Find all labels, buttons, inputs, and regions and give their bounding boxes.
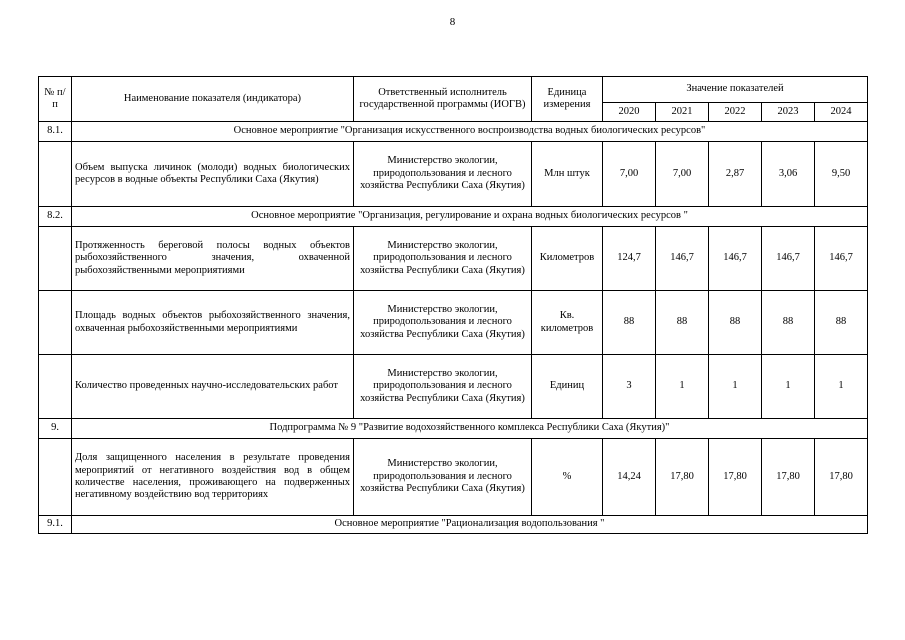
value-2023: 17,80 (762, 439, 815, 516)
value-2024: 1 (815, 355, 868, 419)
executor: Министерство экологии, природопользования и лесного хозяйства Республики Саха (Якутия) (354, 291, 532, 355)
table-row (39, 355, 868, 419)
header-year: 2020 (603, 103, 656, 122)
unit: Километров (532, 227, 603, 291)
value-2023: 146,7 (762, 227, 815, 291)
value-2023: 1 (762, 355, 815, 419)
indicators-table (38, 76, 868, 534)
indicator-name: Объем выпуска личинок (молоди) водных биологических ресурсов в водные объекты Республики Саха (Якутия) (72, 142, 354, 207)
row-number: 8.2. (39, 207, 72, 227)
value-2021: 88 (656, 291, 709, 355)
value-2024: 17,80 (815, 439, 868, 516)
unit: Единиц (532, 355, 603, 419)
value-2020: 88 (603, 291, 656, 355)
section-row (39, 122, 868, 142)
header-unit: Единица измерения (532, 77, 603, 122)
value-2022: 2,87 (709, 142, 762, 207)
section-title: Основное мероприятие "Организация, регулирование и охрана водных биологических ресурсов " (72, 207, 868, 227)
row-number: 8.1. (39, 122, 72, 142)
value-2022: 88 (709, 291, 762, 355)
value-2020: 124,7 (603, 227, 656, 291)
value-2020: 3 (603, 355, 656, 419)
indicator-name: Количество проведенных научно-исследовательских работ (72, 355, 354, 419)
executor: Министерство экологии, природопользования и лесного хозяйства Республики Саха (Якутия) (354, 142, 532, 207)
indicator-name: Площадь водных объектов рыбохозяйственного значения, охваченная рыбохозяйственными мероприятиями (72, 291, 354, 355)
header-year: 2024 (815, 103, 868, 122)
value-2021: 146,7 (656, 227, 709, 291)
unit: Кв. километров (532, 291, 603, 355)
unit: Млн штук (532, 142, 603, 207)
row-number (39, 439, 72, 516)
table-row (39, 142, 868, 207)
row-number (39, 227, 72, 291)
value-2022: 1 (709, 355, 762, 419)
section-title: Основное мероприятие "Рационализация водопользования " (72, 516, 868, 534)
row-number: 9.1. (39, 516, 72, 534)
table-row (39, 439, 868, 516)
value-2020: 7,00 (603, 142, 656, 207)
row-number: 9. (39, 419, 72, 439)
executor: Министерство экологии, природопользования и лесного хозяйства Республики Саха (Якутия) (354, 439, 532, 516)
header-year: 2022 (709, 103, 762, 122)
value-2022: 146,7 (709, 227, 762, 291)
section-row (39, 419, 868, 439)
value-2022: 17,80 (709, 439, 762, 516)
table-row (39, 291, 868, 355)
header-name: Наименование показателя (индикатора) (72, 77, 354, 122)
unit: % (532, 439, 603, 516)
header-values: Значение показателей (603, 77, 868, 103)
section-row (39, 207, 868, 227)
value-2021: 1 (656, 355, 709, 419)
header-year: 2023 (762, 103, 815, 122)
page-number: 8 (449, 16, 456, 28)
table-row (39, 227, 868, 291)
row-number (39, 355, 72, 419)
subprogram-title: Подпрограмма № 9 "Развитие водохозяйственного комплекса Республики Саха (Якутия)" (72, 419, 868, 439)
value-2024: 88 (815, 291, 868, 355)
value-2020: 14,24 (603, 439, 656, 516)
value-2021: 17,80 (656, 439, 709, 516)
value-2023: 3,06 (762, 142, 815, 207)
section-row (39, 516, 868, 534)
indicator-name: Протяженность береговой полосы водных объектов рыбохозяйственного значения, охваченной рыбохозяйственными мероприятиями (72, 227, 354, 291)
header-num: № п/п (39, 77, 72, 122)
executor: Министерство экологии, природопользования и лесного хозяйства Республики Саха (Якутия) (354, 355, 532, 419)
value-2023: 88 (762, 291, 815, 355)
indicator-name: Доля защищенного населения в результате проведения мероприятий от негативного воздействия вод в общем количестве населения, проживающего на подверженных негативному воздействию вод территориях (72, 439, 354, 516)
header-executor: Ответственный исполнитель государственной программы (ИОГВ) (354, 77, 532, 122)
section-title: Основное мероприятие "Организация искусственного воспроизводства водных биологических ресурсов" (72, 122, 868, 142)
header-year: 2021 (656, 103, 709, 122)
executor: Министерство экологии, природопользования и лесного хозяйства Республики Саха (Якутия) (354, 227, 532, 291)
value-2021: 7,00 (656, 142, 709, 207)
row-number (39, 291, 72, 355)
row-number (39, 142, 72, 207)
value-2024: 9,50 (815, 142, 868, 207)
value-2024: 146,7 (815, 227, 868, 291)
